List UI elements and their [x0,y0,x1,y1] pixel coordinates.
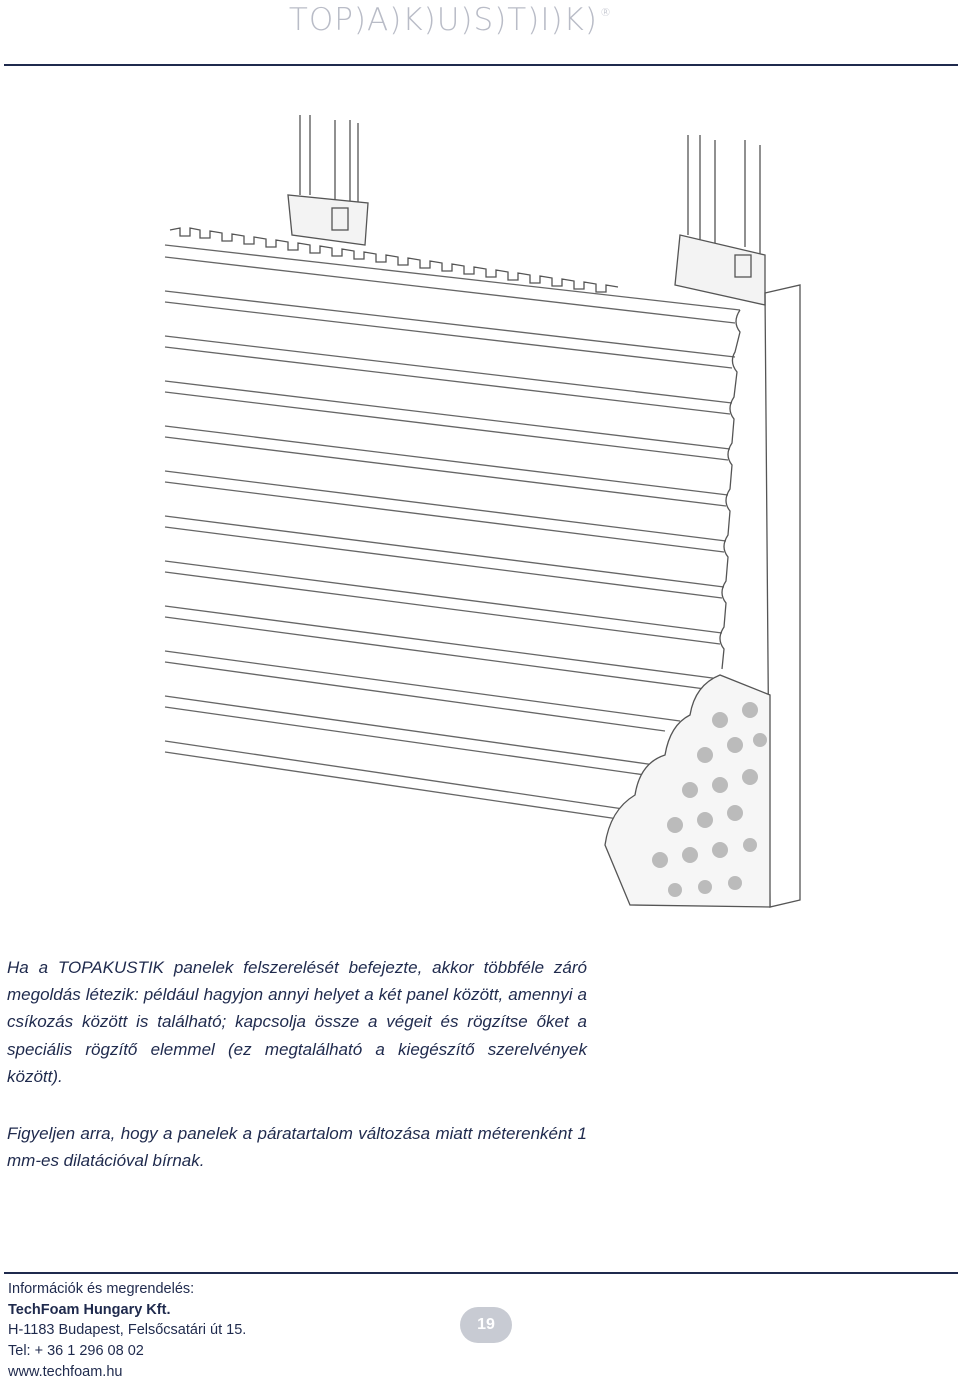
address: H-1183 Budapest, Felsőcsatári út 15. [8,1322,247,1339]
registered-mark: ® [600,6,612,19]
left-profile [288,115,368,245]
slat-end-profile [720,310,740,669]
logo-text: TOP)A)K)U)S)T)I)K) [288,2,598,38]
page-number-badge: 19 [460,1307,512,1343]
dilatation-paragraph: Figyeljen arra, hogy a panelek a páratartalom változása miatt méterenként 1 mm-es dilatációval bírnak. [7,1124,587,1171]
perforated-backing [605,675,770,907]
panel-slats [165,245,740,820]
footer-divider [4,1272,958,1274]
website-link[interactable]: www.techfoam.hu [8,1363,123,1380]
phone: Tel: + 36 1 296 08 02 [8,1343,144,1360]
toothed-top-edge [170,228,618,292]
info-label: Információk és megrendelés: [8,1281,195,1297]
panel-mounting-illustration [160,95,820,915]
contact-block [8,1279,246,1383]
company-name: TechFoam Hungary Kft. [8,1301,171,1318]
brand-logo [289,2,612,42]
header-divider [4,64,958,66]
installation-paragraph: Ha a TOPAKUSTIK panelek felszerelését befejezte, akkor többféle záró megoldás létezik: például hagyjon annyi helyet a két panel között, amennyi a csíkozás között is található; kapcsolja össze a végeit és rögzítse őket a speciális rögzítő elemmel (ez megtalálható a kiegészítő szerelvények között). [7,958,587,1086]
